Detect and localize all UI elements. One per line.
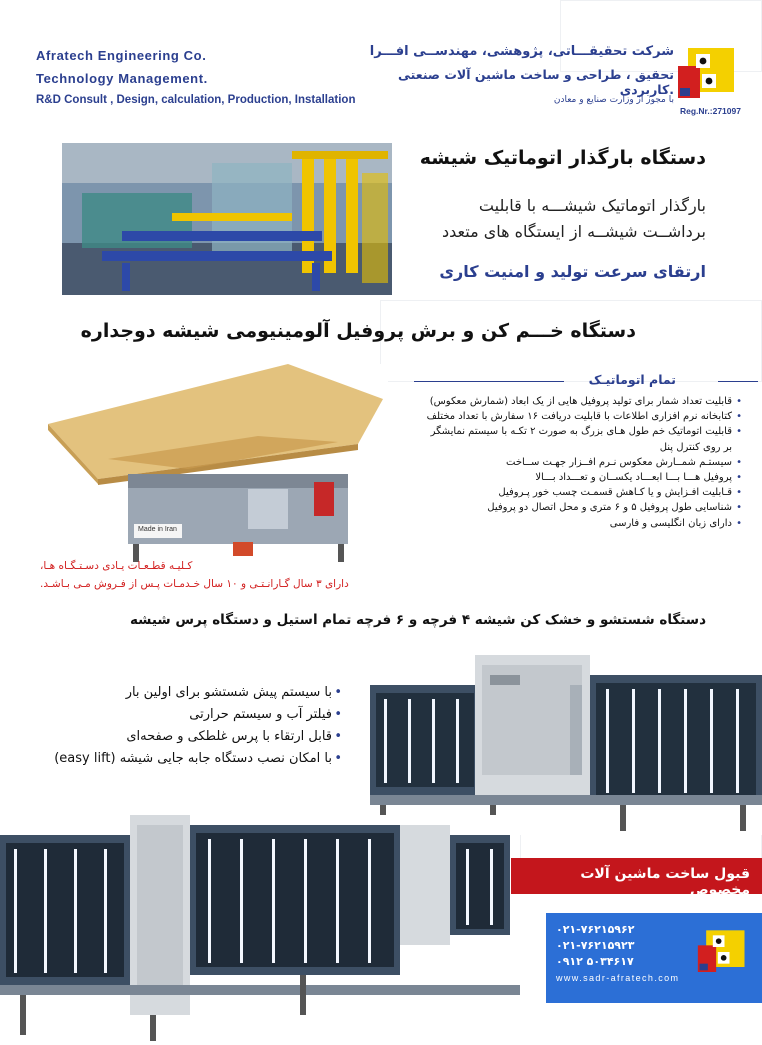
section1-highlight: ارتقای سرعت تولید و امنیت کاری bbox=[439, 262, 706, 281]
section2-title: دستگاه خـــم کن و برش پروفیل آلومینیومی شیشه دوجداره bbox=[80, 320, 636, 342]
feature-item: • کتابخانه نرم افزاری اطلاعات با قابلیت دریافت ۱۶ سفارش با تعداد مختلف bbox=[422, 409, 742, 424]
section3-title: دستگاه شستشو و خشک کن شیشه ۴ فرچه و ۶ فرچه تمام استیل و دستگاه پرس شیشه bbox=[130, 612, 706, 628]
feature-item: • شناسایی طول پروفیل ۵ و ۶ متری و محل اتصال دو پروفیل bbox=[422, 500, 742, 515]
license-note-fa: با مجوز از وزارت صنایع و معادن bbox=[553, 95, 674, 105]
feature-item: • فیلتر آب و سیستم حرارتی bbox=[12, 704, 342, 726]
custom-machinery-banner-text: قبول ساخت ماشین آلات مخصوص bbox=[580, 866, 750, 898]
made-in-iran-label: Made in Iran bbox=[138, 526, 177, 533]
divider-line-right bbox=[718, 381, 758, 382]
divider-line bbox=[414, 381, 564, 382]
profile-bending-machine-photo bbox=[38, 364, 388, 564]
phone-number: ۰۲۱-۷۶۲۱۵۹۶۲ bbox=[556, 923, 635, 936]
feature-item: • قابلیت اتوماتیک خم طول هـای بزرگ به صورت ۲ تکـه با سیستم نمایشگر بر روی کنترل پنل bbox=[422, 424, 742, 454]
section1-desc-line2: برداشــت شیشــه از ایستگاه های متعدد bbox=[442, 222, 706, 241]
feature-item: • با امکان نصب دستگاه جابه جایی شیشه (easy lift) bbox=[12, 748, 342, 770]
section2-subtitle-row bbox=[414, 372, 676, 392]
website-link[interactable]: www.sadr-afratech.com bbox=[556, 973, 680, 983]
glass-press-machine-photo bbox=[0, 815, 520, 1045]
feature-item: • قابلیت تعداد شمار برای تولید پروفیل هایی از یک ابعاد (شمارش معکوس) bbox=[422, 394, 742, 409]
company-services-en: R&D Consult , Design, calculation, Production, Installation bbox=[36, 94, 356, 106]
glass-loader-photo bbox=[62, 143, 392, 295]
warranty-note-line2: دارای ۳ سال گـارانـتـی و ۱۰ سال خـدمـات پـس از فـروش مـی بـاشـد. bbox=[40, 578, 349, 590]
feature-item: • دارای زبان انگلیسی و فارسی bbox=[422, 516, 742, 531]
contact-box bbox=[546, 913, 762, 1003]
phone-number: ۰۲۱-۷۶۲۱۵۹۲۳ bbox=[556, 939, 635, 952]
section3-feature-list bbox=[12, 682, 342, 770]
section2-feature-list bbox=[422, 394, 742, 531]
company-name-en: Afratech Engineering Co. bbox=[36, 48, 207, 63]
phone-number: ۰۹۱۲ ۵۰۳۴۶۱۷ bbox=[556, 955, 634, 968]
company-tagline-fa: تحقیق ، طراحی و ساخت ماشین آلات صنعتی .کاربردی bbox=[398, 67, 674, 97]
glass-washing-machine-photo bbox=[370, 645, 762, 835]
custom-machinery-banner bbox=[511, 858, 762, 898]
feature-item: • قـابلیت افـزایش و یا کـاهش قسمـت چسب خور پـروفیل bbox=[422, 485, 742, 500]
company-name-fa: شرکت تحقیقـــاتی، پژوهشی، مهندســی افـــرا bbox=[369, 44, 674, 59]
company-logo-footer bbox=[696, 927, 748, 977]
section1-desc-line1: بارگذار اتوماتیک شیشـــه با قابلیت bbox=[478, 196, 706, 215]
feature-item: • قابل ارتقاء با پرس غلطکی و صفحه‌ای bbox=[12, 726, 342, 748]
company-logo bbox=[676, 44, 738, 104]
feature-item: • پروفیل هـــا بـــا ابعـــاد یکســان و تعـــداد بـــالا bbox=[422, 470, 742, 485]
registration-number: Reg.Nr.:271097 bbox=[680, 106, 741, 116]
feature-item: • با سیستم پیش شستشو برای اولین بار bbox=[12, 682, 342, 704]
feature-item: • سیستـم شمــارش معکوس نـرم افــزار جهـت ســاخت bbox=[422, 455, 742, 470]
section2-subtitle: تمام اتوماتیـک bbox=[588, 372, 676, 387]
warranty-note-line1: کـلیـه قطـعـات یـادی دسـتـگـاه هـا، bbox=[40, 560, 193, 572]
company-tagline-en: Technology Management. bbox=[36, 71, 208, 86]
section1-title: دستگاه بارگذار اتوماتیک شیشه bbox=[419, 147, 706, 169]
